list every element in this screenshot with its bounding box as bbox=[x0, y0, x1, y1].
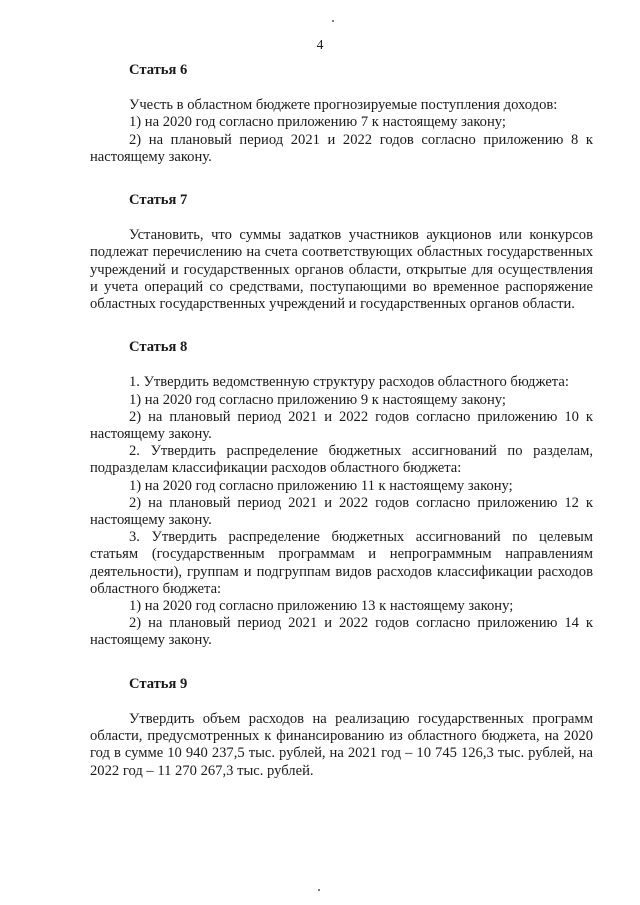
article-heading: Статья 9 bbox=[129, 675, 188, 692]
article-6 bbox=[90, 62, 593, 166]
paragraph: Утвердить объем расходов на реализацию государственных программ области, предусмотренных к финансированию из областного бюджета, на 2020 год в сумме 10 940 237,5 тыс. рублей, на 2021 год – 10 745 126,3 тыс. рублей, на 2022 год – 11 270 267,3 тыс. рублей. bbox=[90, 710, 593, 779]
paragraph: 2) на плановый период 2021 и 2022 годов согласно приложению 14 к настоящему закону. bbox=[90, 615, 593, 649]
paragraph: 2) на плановый период 2021 и 2022 годов согласно приложению 8 к настоящему закону. bbox=[90, 131, 593, 165]
article-9 bbox=[90, 676, 593, 780]
paragraph: Учесть в областном бюджете прогнозируемые поступления доходов: bbox=[129, 97, 558, 114]
paragraph: 1) на 2020 год согласно приложению 11 к настоящему закону; bbox=[129, 477, 513, 494]
paragraph: 2) на плановый период 2021 и 2022 годов согласно приложению 12 к настоящему закону. bbox=[90, 494, 593, 529]
document-body bbox=[90, 62, 593, 806]
article-heading: Статья 8 bbox=[129, 339, 188, 356]
paragraph: 1) на 2020 год согласно приложению 13 к настоящему закону; bbox=[129, 598, 514, 615]
article-heading: Статья 7 bbox=[129, 192, 188, 209]
paragraph: 1) на 2020 год согласно приложению 9 к настоящему закону; bbox=[129, 391, 506, 408]
paragraph: Установить, что суммы задатков участников аукционов или конкурсов подлежат перечислению на счета соответствующих областных государственных учреждений и государственных органов области, открытые для осуществления и учета операций со средствами, поступающими во временное распоряжение областных государственных учреждений и государственных органов области. bbox=[90, 227, 593, 313]
paragraph: 2. Утвердить распределение бюджетных ассигнований по разделам, подразделам классификации расходов областного бюджета: bbox=[90, 443, 593, 477]
paragraph: 3. Утвердить распределение бюджетных ассигнований по целевым статьям (государственным программам и непрограммным направлениям деятельности), группам и подгруппам видов расходов классификации расходов областного бюджета: bbox=[90, 529, 593, 597]
paragraph: 1. Утвердить ведомственную структуру расходов областного бюджета: bbox=[129, 374, 569, 391]
article-heading: Статья 6 bbox=[129, 62, 188, 78]
paragraph: 2) на плановый период 2021 и 2022 годов согласно приложению 10 к настоящему закону. bbox=[90, 408, 593, 443]
scan-speck bbox=[318, 889, 320, 891]
article-7 bbox=[90, 192, 593, 313]
paragraph: 1) на 2020 год согласно приложению 7 к настоящему закону; bbox=[129, 114, 506, 131]
scan-speck bbox=[332, 20, 334, 22]
article-8 bbox=[90, 339, 593, 649]
page-number: 4 bbox=[316, 37, 324, 52]
